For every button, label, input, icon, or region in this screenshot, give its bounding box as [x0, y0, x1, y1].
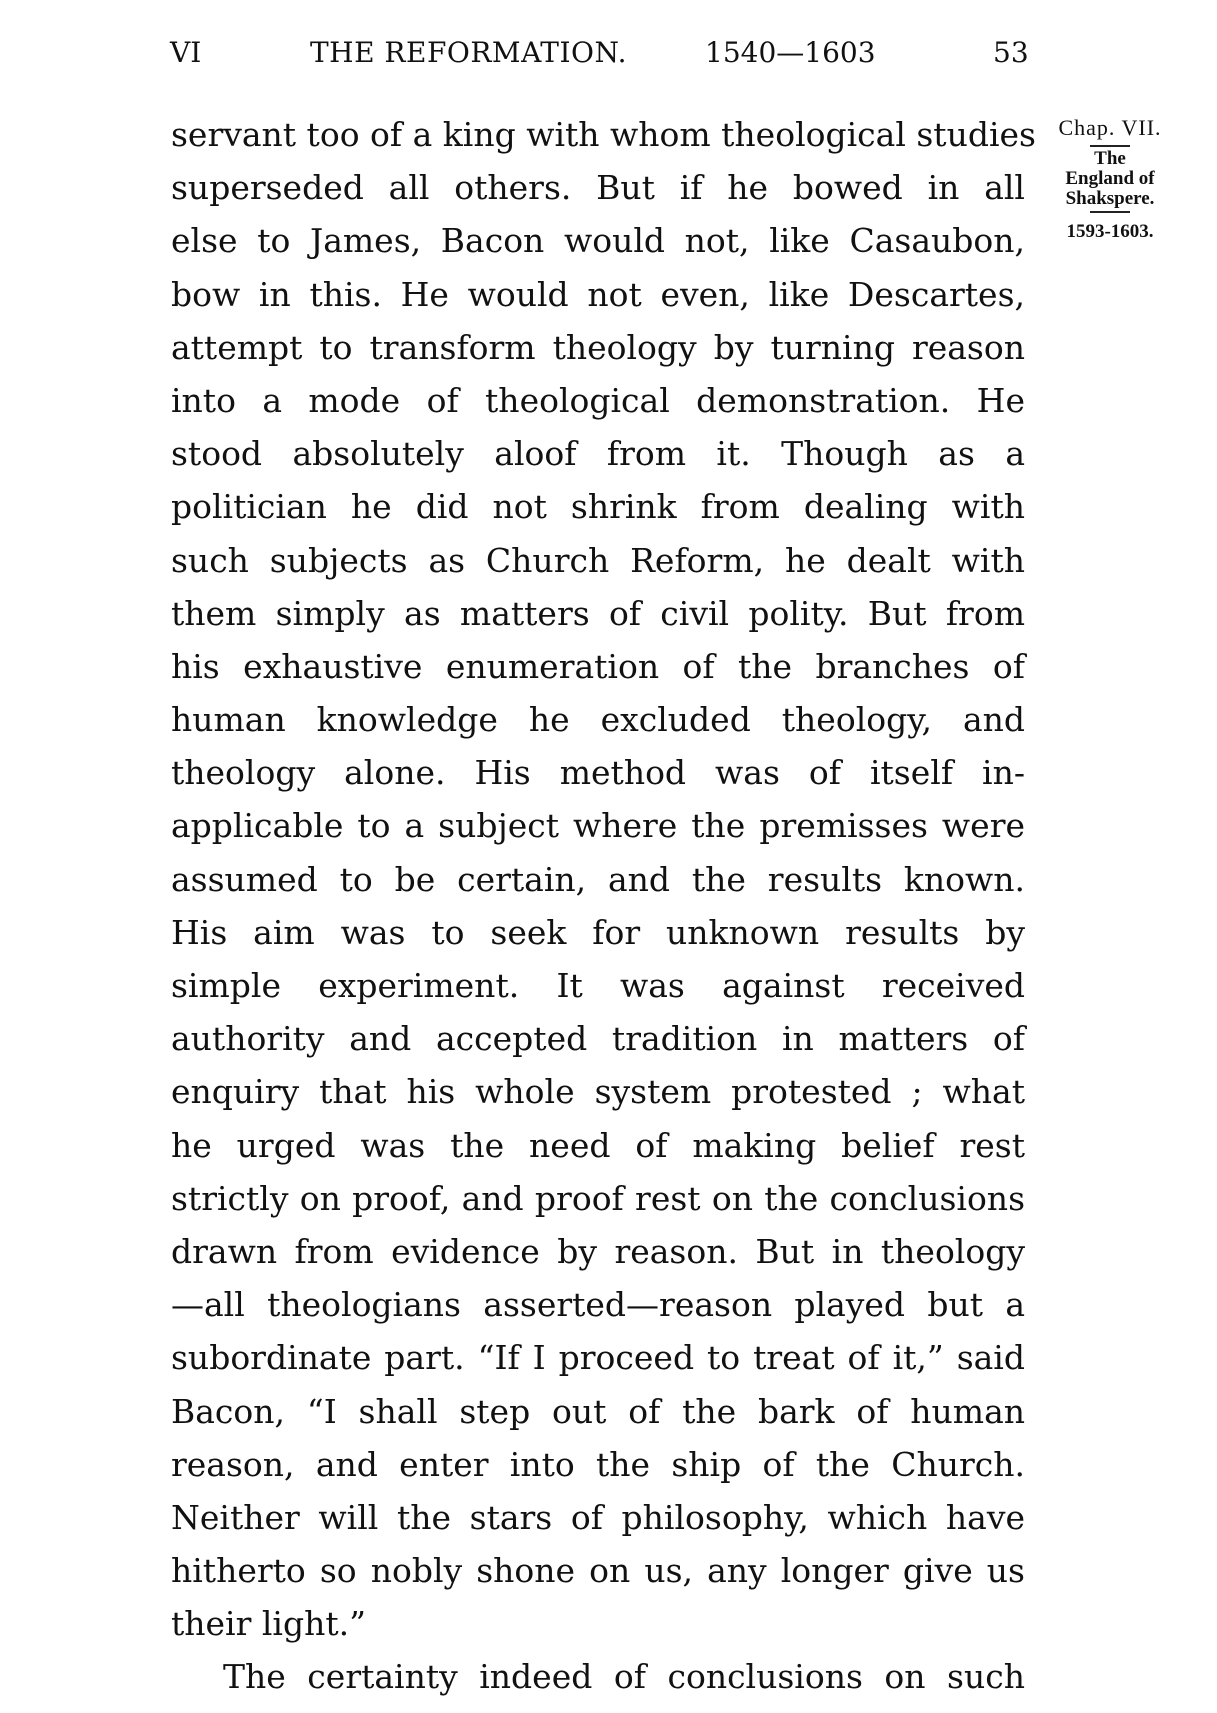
- text-line: attempt to transform theology by turning reason: [171, 327, 1025, 367]
- text-line: hitherto so nobly shone on us, any longer give us: [171, 1551, 1025, 1591]
- text-line: assumed to be certain, and the results known.: [171, 859, 1025, 899]
- header-title: THE REFORMATION.: [310, 36, 628, 69]
- text-line: else to James, Bacon would not, like Casaubon,: [171, 221, 1025, 261]
- page-number: 53: [993, 36, 1029, 69]
- header-chapter: VI: [170, 36, 202, 69]
- text-line: such subjects as Church Reform, he dealt with: [171, 540, 1025, 580]
- text-line: he urged was the need of making belief rest: [171, 1125, 1025, 1165]
- text-line: Bacon, “I shall step out of the bark of human: [171, 1391, 1025, 1431]
- text-line: his exhaustive enumeration of the branches of: [171, 646, 1025, 686]
- text-line: applicable to a subject where the premisses were: [171, 806, 1025, 846]
- margin-dates: 1593-1603.: [1066, 221, 1154, 242]
- running-header: [170, 36, 1029, 76]
- text-line: bow in this. He would not even, like Descartes,: [171, 274, 1025, 314]
- margin-title-1: The: [1094, 148, 1126, 169]
- margin-chapter: Chap. VII.: [1058, 115, 1162, 140]
- text-line: theology alone. His method was of itself in-: [171, 753, 1025, 793]
- text-line: —all theologians asserted—reason played but a: [171, 1285, 1025, 1325]
- margin-title-3: Shakspere.: [1065, 188, 1155, 209]
- text-line: subordinate part. “If I proceed to treat of it,” said: [171, 1338, 1025, 1378]
- text-line: His aim was to seek for unknown results by: [171, 912, 1025, 952]
- text-line: drawn from evidence by reason. But in theology: [171, 1231, 1025, 1271]
- text-line: Neither will the stars of philosophy, which have: [171, 1497, 1025, 1537]
- text-line: strictly on proof, and proof rest on the conclusions: [171, 1178, 1025, 1218]
- text-line: servant too of a king with whom theological studies: [171, 115, 1036, 154]
- text-line: enquiry that his whole system protested ; what: [171, 1072, 1025, 1112]
- header-dates: 1540—1603: [705, 36, 876, 69]
- text-line: into a mode of theological demonstration. He: [171, 380, 1025, 420]
- text-line: The certainty indeed of conclusions on such: [223, 1657, 1025, 1697]
- text-line: their light.”: [171, 1604, 366, 1644]
- text-line: them simply as matters of civil polity. But from: [171, 593, 1025, 633]
- margin-rule: [1090, 211, 1130, 213]
- text-line: human knowledge he excluded theology, and: [171, 700, 1025, 740]
- text-line: simple experiment. It was against received: [171, 966, 1025, 1005]
- text-line: authority and accepted tradition in matters of: [171, 1019, 1025, 1059]
- body-text: [171, 108, 1036, 1704]
- text-line: politician he did not shrink from dealing with: [171, 487, 1025, 527]
- text-line: superseded all others. But if he bowed in all: [171, 168, 1025, 208]
- text-line: reason, and enter into the ship of the Church.: [171, 1444, 1025, 1484]
- text-line: stood absolutely aloof from it. Though as a: [171, 434, 1025, 474]
- margin-note: [1030, 115, 1190, 243]
- margin-rule: [1090, 145, 1130, 147]
- margin-title-2: England of: [1065, 168, 1155, 189]
